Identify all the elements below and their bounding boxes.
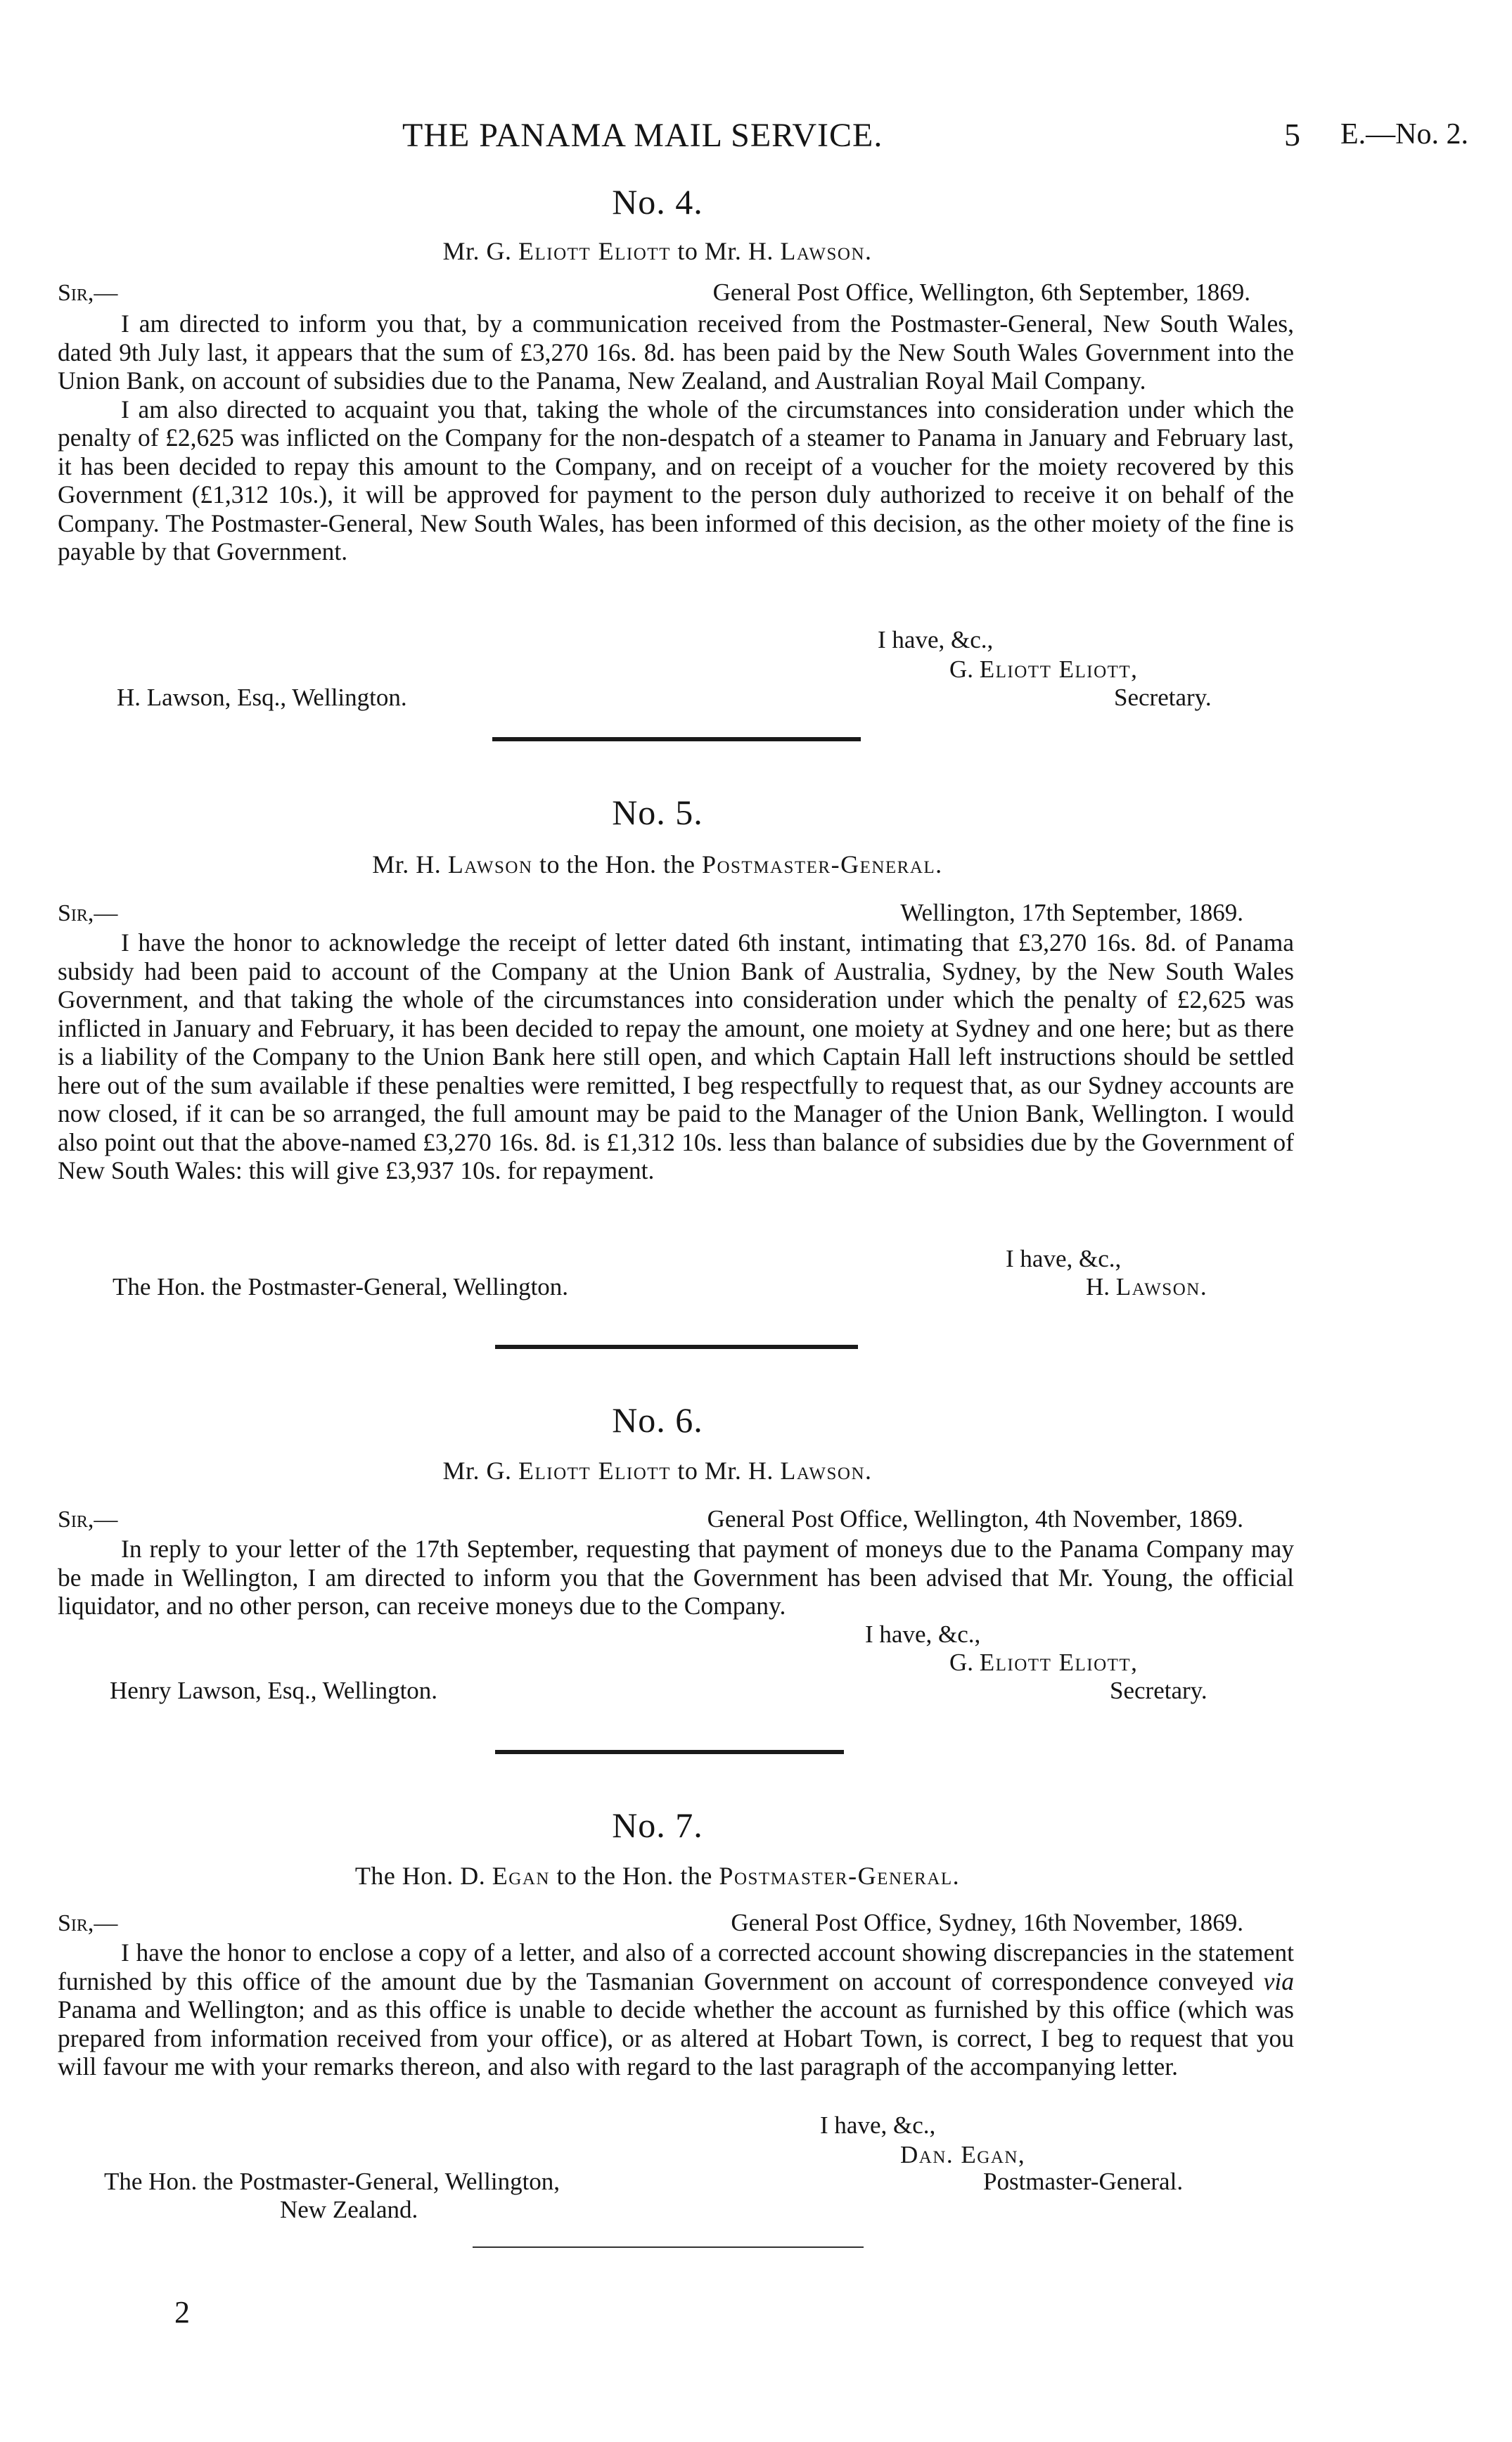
paper-reference: E.—No. 2. <box>1340 118 1468 151</box>
addressee-line-2: New Zealand. <box>280 2196 418 2223</box>
italic-via: via <box>1263 1967 1295 1995</box>
sender-prefix: Mr. G. <box>442 237 512 265</box>
signer-prefix: G. <box>949 656 974 683</box>
recipient-name: Lawson. <box>780 1457 873 1485</box>
addressee: Henry Lawson, Esq., Wellington. <box>110 1677 438 1704</box>
letter-subtitle <box>0 236 1315 266</box>
closing: I have, &c., <box>820 2111 936 2139</box>
salutation: Sir,— <box>58 1910 118 1936</box>
paragraph-text: Panama and Wellington; and as this office is unable to decide whether the account as furnished by this office (which was prepared from information received from your office), or as altered at Hobart Town, is correct, I beg to request that you will favour me with your remarks thereon, and also with regard to the last paragraph of the accompanying letter. <box>58 1995 1294 2080</box>
addressee: The Hon. the Postmaster-General, Wellington, <box>104 2168 560 2195</box>
recipient-name: Lawson. <box>780 237 873 265</box>
paragraph: I am directed to inform you that, by a communication received from the Postmaster-General, New South Wales, dated 9th July last, it appears that the sum of £3,270 16s. 8d. has been paid by the New South Wales Government into the Union Bank, on account of subsidies due to the Panama, New Zealand, and Australian Royal Mail Company. <box>58 309 1294 395</box>
paragraph: I am also directed to acquaint you that, taking the whole of the circumstances into consideration under which the penalty of £2,625 was inflicted on the Company for the non-despatch of a steamer to Panama in January and February last, it has been decided to repay this amount to the Company, and on receipt of a voucher for the moiety recovered by this Government (£1,312 10s.), it will be approved for payment to the person duly authorized to receive it on behalf of the Company. The Postmaster-General, New South Wales, has been informed of this decision, as the other moiety of the fine is payable by that Government. <box>58 395 1294 565</box>
signer-prefix: H. <box>1086 1273 1110 1300</box>
addressee: The Hon. the Postmaster-General, Wellington. <box>113 1273 569 1300</box>
addressee: H. Lawson, Esq., Wellington. <box>117 684 407 711</box>
letter-number: No. 4. <box>612 182 703 222</box>
sender-name: Lawson <box>447 850 533 878</box>
signer-surname: Eliott Eliott, <box>979 1649 1139 1676</box>
running-header-title: THE PANAMA MAIL SERVICE. <box>402 117 883 154</box>
sender-prefix: The Hon. D. <box>354 1862 486 1890</box>
recipient-prefix: to the Hon. the <box>539 850 696 878</box>
sender-name: Egan <box>492 1862 550 1890</box>
signer-surname: Lawson. <box>1115 1273 1208 1300</box>
dateline: General Post Office, Wellington, 4th November, 1869. <box>707 1505 1243 1533</box>
paragraph-text: I have the honor to enclose a copy of a letter, and also of a corrected account showing discrepancies in the statement furnished by this office of the amount due by the Tasmanian Government on account of correspondence conveyed <box>58 1938 1294 1995</box>
closing: I have, &c., <box>1006 1245 1122 1272</box>
signer-title: Postmaster-General. <box>983 2168 1184 2195</box>
letter-number: No. 6. <box>612 1400 703 1440</box>
letter-number: No. 7. <box>612 1805 703 1845</box>
letter-subtitle <box>0 1456 1315 1485</box>
dateline: General Post Office, Wellington, 6th September, 1869. <box>712 279 1250 306</box>
section-divider <box>495 1345 858 1349</box>
dateline: General Post Office, Sydney, 16th November, 1869. <box>731 1909 1243 1936</box>
sender-prefix: Mr. H. <box>372 850 442 878</box>
letter-body <box>58 1938 1294 2081</box>
recipient-name: Postmaster-General. <box>719 1862 961 1890</box>
paragraph: I have the honor to acknowledge the receipt of letter dated 6th instant, intimating that £3,270 16s. 8d. of Panama subsidy had been paid to account of the Company at the Union Bank of Australia, Sydney, by the New South Wales Government, and that taking the whole of the circumstances into consideration under which the penalty of £2,625 was inflicted in January and February, it has been decided to repay the amount, one moiety at Sydney and one here; but as there is a liability of the Company to the Union Bank here still open, and which Captain Hall left instructions should be settled here out of the sum available if these penalties were remitted, I beg respectfully to request that, as our Sydney accounts are now closed, if it can be so arranged, the full amount may be paid to the Manager of the Union Bank, Wellington. I would also point out that the above-named £3,270 16s. 8d. is £1,312 10s. less than balance of subsidies due by the Government of New South Wales: this will give £3,937 10s. for repayment. <box>58 928 1294 1184</box>
letter-body <box>58 309 1294 566</box>
sender-name: Eliott Eliott <box>518 237 671 265</box>
section-divider <box>495 1750 844 1754</box>
letter-number: No. 5. <box>612 793 703 832</box>
letter-subtitle <box>0 1861 1315 1891</box>
letter-body <box>58 928 1294 1185</box>
signer-prefix: G. <box>949 1649 974 1676</box>
dateline: Wellington, 17th September, 1869. <box>900 899 1243 926</box>
signer-surname: Eliott Eliott, <box>979 656 1139 683</box>
closing-divider <box>473 2246 864 2248</box>
closing: I have, &c., <box>878 626 994 653</box>
paragraph: In reply to your letter of the 17th September, requesting that payment of moneys due to the Panama Company may be made in Wellington, I am directed to inform you that the Government has been advised that Mr. Young, the official liquidator, and no other person, can receive moneys due to the Company. <box>58 1535 1294 1620</box>
signer-surname: Dan. Egan, <box>900 2141 1026 2168</box>
salutation: Sir,— <box>58 900 118 926</box>
sender-name: Eliott Eliott <box>518 1457 671 1485</box>
salutation: Sir,— <box>58 280 118 306</box>
closing: I have, &c., <box>865 1620 981 1648</box>
signer-name <box>900 2141 1025 2169</box>
recipient-prefix: to the Hon. the <box>556 1862 712 1890</box>
signer-title: Secretary. <box>1110 1677 1207 1704</box>
section-divider <box>492 737 861 741</box>
letter-body <box>58 1535 1294 1620</box>
salutation: Sir,— <box>58 1507 118 1533</box>
signature-mark: 2 <box>174 2295 190 2329</box>
paragraph <box>58 1938 1294 2081</box>
signer-name <box>949 1649 1138 1677</box>
signer-title: Secretary. <box>1114 684 1212 711</box>
letter-subtitle <box>0 850 1315 879</box>
recipient-name: Postmaster-General. <box>701 850 943 878</box>
recipient-prefix: to Mr. H. <box>677 1457 774 1485</box>
page-number: 5 <box>1284 117 1300 153</box>
signer-name <box>949 656 1138 684</box>
recipient-prefix: to Mr. H. <box>677 237 774 265</box>
sender-prefix: Mr. G. <box>442 1457 512 1485</box>
signer-name <box>1086 1273 1207 1301</box>
